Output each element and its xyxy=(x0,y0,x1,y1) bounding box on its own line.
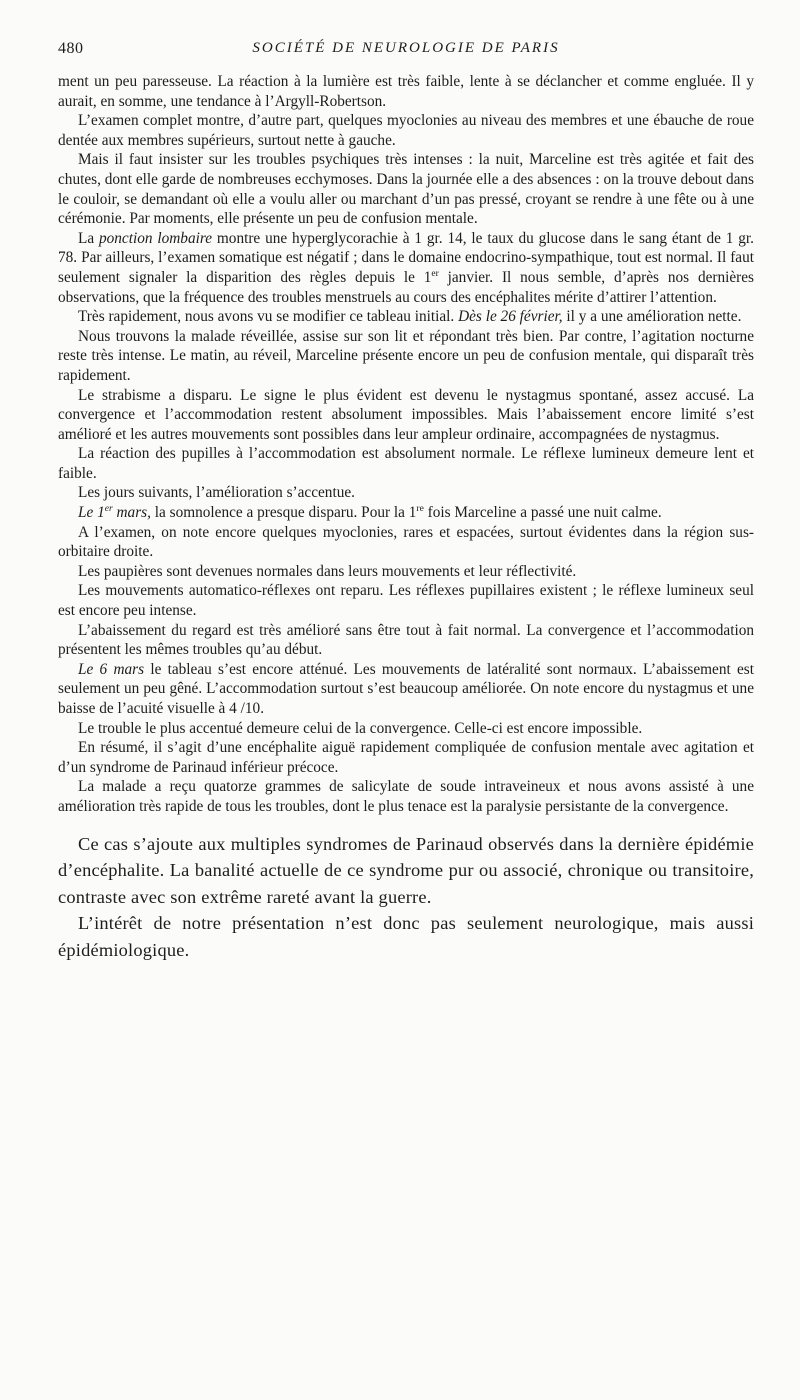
text-run: fois Marceline a passé une nuit calme. xyxy=(423,504,662,522)
paragraph-gaze-lowering: L’abaissement du regard est très amélioré sans être tout à fait normal. La convergence et l’accommodation présentent les mêmes troubles qu’au début. xyxy=(58,621,754,659)
paragraph-improvement xyxy=(58,307,754,327)
paragraph-strabismus: Le strabisme a disparu. Le signe le plus évident est devenu le nystagmus spontané, assez accusé. La convergence et l’accommodation restent absolument impossibles. Mais l’abaissement encore limité s’est amélioré et les autres mouvements sont possibles dans leur ampleur ordinaire, accompagnées de nystagmus. xyxy=(58,386,754,443)
superscript: er xyxy=(104,503,113,514)
text-run: Le 1 xyxy=(78,504,105,522)
running-head: SOCIÉTÉ DE NEUROLOGIE DE PARIS xyxy=(252,40,560,56)
superscript: er xyxy=(431,268,439,279)
paragraph-psychic-troubles: Mais il faut insister sur les troubles psychiques très intenses : la nuit, Marceline est très agitée et fait des chutes, dont elle garde de nombreuses ecchymoses. Dans la journée elle a des absences : on la trouve debout dans le couloir, se demandant où elle a voulu aller ou marchant d’un pas pressé, croyant se rendre à une fête ou à une cérémonie. Par moments, elle présente un peu de confusion mentale. xyxy=(58,151,754,228)
text-run: janvier. Il nous semble, d’après nos dernières observations, que la fréquence des troubles menstruels au cours des encéphalites mérite d’attirer l’attention. xyxy=(58,268,755,306)
paragraph-lumbar-puncture xyxy=(58,229,754,307)
paragraph-sixth-march xyxy=(58,660,754,719)
paragraph-examination: A l’examen, on note encore quelques myoclonies, rares et espacées, surtout évidentes dans la région sus-orbitaire droite. xyxy=(58,523,754,561)
paragraph-pupil-reaction: ment un peu paresseuse. La réaction à la lumière est très faible, lente à se déclancher et comme engluée. Il y aurait, en somme, une tendance à l’Argyll-Robertson. xyxy=(58,73,754,110)
text-run: montre une hyperglycorachie à 1 gr. 14, le taux du glucose dans le sang étant de 1 gr. 78. Par ailleurs, l’examen somatique est négatif ; dans le domaine endocrino-sympathique, tout est normal. Il faut seulement signaler la disparition des règles depuis le 1 xyxy=(58,229,754,286)
page-number: 480 xyxy=(58,40,84,57)
page-header xyxy=(58,40,754,64)
conclusion-paragraph-2: L’intérêt de notre présentation n’est donc pas seulement neurologique, mais aussi épidémiologique. xyxy=(58,913,754,960)
text-run: la somnolence a presque disparu. Pour la 1 xyxy=(150,504,417,522)
text-run: mars, xyxy=(112,504,151,522)
paragraph-reflexes: Les mouvements automatico-réflexes ont reparu. Les réflexes pupillaires existent ; le réflexe lumineux seul est encore peu intense. xyxy=(58,582,754,620)
text-run: le tableau s’est encore atténué. Les mouvements de latéralité sont normaux. L’abaissement est seulement un peu gêné. L’accommodation surtout s’est beaucoup améliorée. On note encore du nystagmus et une baisse de l’acuité visuelle à 4 /10. xyxy=(58,660,754,717)
paragraph-treatment: La malade a reçu quatorze grammes de salicylate de soude intraveineux et nous avons assisté à une amélioration très rapide de tous les troubles, dont le plus tenace est la paralysie persistante de la convergence. xyxy=(58,778,754,815)
conclusion-block xyxy=(58,831,754,964)
paragraph-following-days: Les jours suivants, l’amélioration s’accentue. xyxy=(78,484,355,502)
case-report-body xyxy=(58,72,754,817)
italic-term: ponction lombaire xyxy=(98,229,213,247)
text-run: il y a une amélioration nette. xyxy=(562,308,742,326)
paragraph-awake-patient: Nous trouvons la malade réveillée, assise sur son lit et répondant très bien. Par contre, l’agitation nocturne reste très intense. Le matin, au réveil, Marceline présente encore un peu de confusion mentale, qui disparaît très rapidement. xyxy=(58,327,754,384)
superscript: re xyxy=(416,503,424,514)
paragraph-pupil-accommodation: La réaction des pupilles à l’accommodation est absolument normale. Le réflexe lumineux demeure lent et faible. xyxy=(58,445,754,482)
conclusion-paragraph-1: Ce cas s’ajoute aux multiples syndromes de Parinaud observés dans la dernière épidémie d’encéphalite. La banalité actuelle de ce syndrome pur ou associé, chronique ou transitoire, contraste avec son extrême rareté avant la guerre. xyxy=(58,833,754,907)
text-run: La xyxy=(78,229,99,247)
document-page xyxy=(58,40,754,963)
italic-date: Dès le 26 février, xyxy=(458,308,563,326)
paragraph-eyelids: Les paupières sont devenues normales dans leurs mouvements et leur réflectivité. xyxy=(78,562,577,580)
paragraph-convergence: Le trouble le plus accentué demeure celui de la convergence. Celle-ci est encore impossible. xyxy=(78,719,643,737)
text-run: Très rapidement, nous avons vu se modifier ce tableau initial. xyxy=(78,308,459,326)
paragraph-myoclonies: L’examen complet montre, d’autre part, quelques myoclonies au niveau des membres et une ébauche de roue dentée aux membres supérieurs, surtout nette à gauche. xyxy=(58,112,754,149)
italic-date xyxy=(78,504,151,521)
paragraph-summary: En résumé, il s’agit d’une encéphalite aiguë rapidement compliquée de confusion mentale avec agitation et d’un syndrome de Parinaud inférieur précoce. xyxy=(58,739,754,776)
paragraph-first-march xyxy=(58,503,754,523)
italic-date: Le 6 mars xyxy=(78,660,145,678)
